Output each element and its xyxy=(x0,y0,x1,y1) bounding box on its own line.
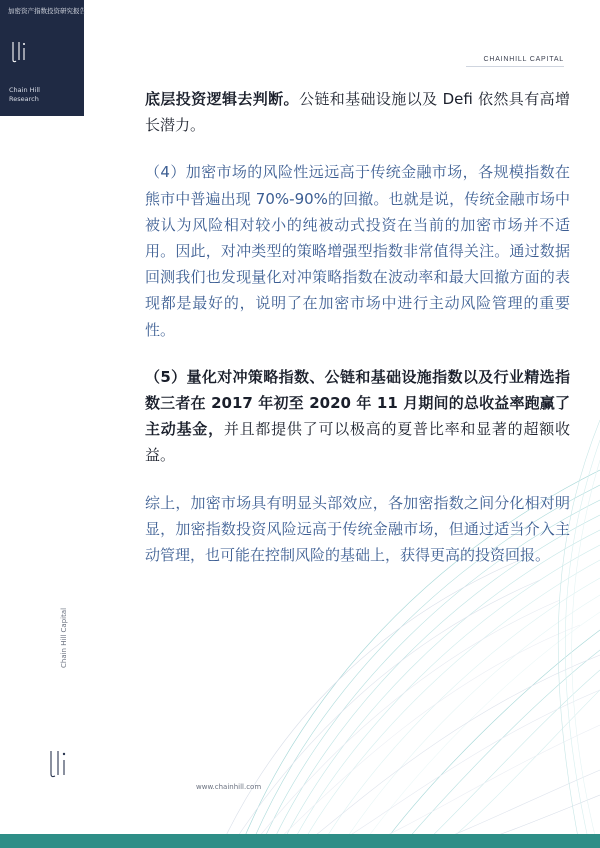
chainhill-logo-icon-bottom xyxy=(46,748,76,780)
paragraph-1 xyxy=(145,86,570,138)
paragraph-3-bold: （5）量化对冲策略指数、公链和基础设施指数以及行业精选指数三者在 2017 年初至 2020 年 11 月期间的总收益率跑赢了主动基金， xyxy=(145,367,570,439)
website-url: www.chainhill.com xyxy=(196,783,262,791)
chainhill-logo-icon xyxy=(9,40,37,64)
header-divider xyxy=(466,66,564,67)
paragraph-2: （4）加密市场的风险性远远高于传统金融市场，各规模指数在熊市中普遍出现 70%-90%的回撤。也就是说，传统金融市场中被认为风险相对较小的纯被动式投资在当前的加密市场并不适用。因此，对冲类型的策略增强型指数非常值得关注。通过数据回测我们也发现量化对冲策略指数在波动率和最大回撤方面的表现都是最好的，说明了在加密市场中进行主动风险管理的重要性。 xyxy=(145,163,570,339)
paragraph-1-rest: 公链和基础设施以及 Defi 依然具有高增长潜力。 xyxy=(145,90,570,135)
report-title: 加密资产指数投资研究报告 xyxy=(8,7,86,15)
footer-color-strip xyxy=(0,834,600,848)
header-brand-right: CHAINHILL CAPITAL xyxy=(483,56,564,63)
paragraph-4: 综上，加密市场具有明显头部效应，各加密指数之间分化相对明显，加密指数投资风险远高于传统金融市场，但通过适当介入主动管理，也可能在控制风险的基础上，获得更高的投资回报。 xyxy=(145,493,570,565)
main-content xyxy=(145,86,570,589)
brand-header-block xyxy=(0,0,84,116)
side-vertical-brand: Chain Hill Capital xyxy=(60,607,68,668)
paragraph-1-bold: 底层投资逻辑去判断。 xyxy=(145,90,299,108)
paragraph-3-rest: 并且都提供了可以极高的夏普比率和显著的超额收益。 xyxy=(145,420,570,465)
brand-name: Chain Hill Research xyxy=(9,86,40,103)
paragraph-3 xyxy=(145,364,570,469)
